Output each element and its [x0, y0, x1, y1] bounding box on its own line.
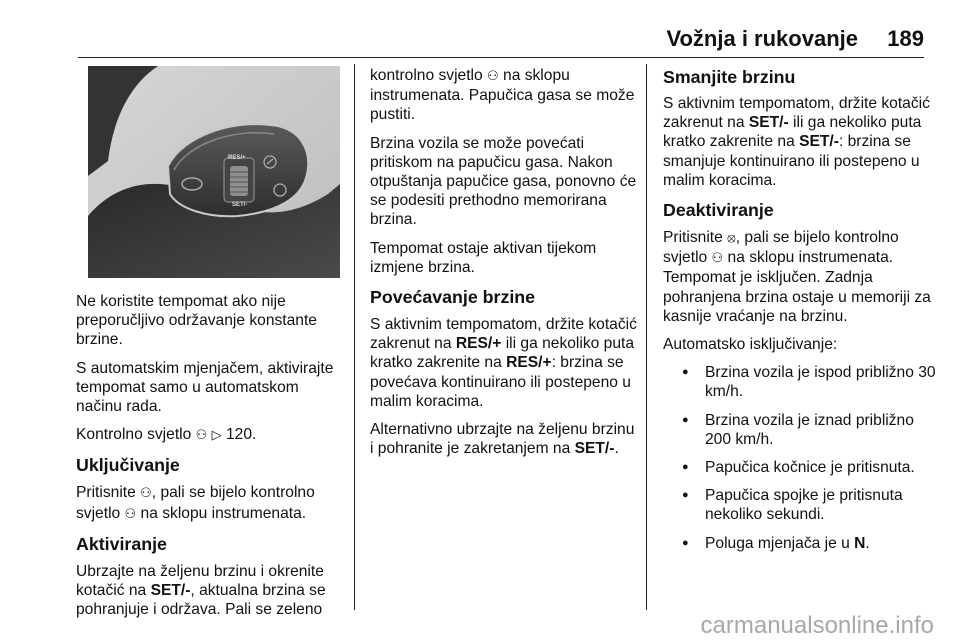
paragraph: S automatskim mjenjačem, aktivirajte tempomat samo u automatskom načinu rada.: [76, 359, 334, 416]
list-item: ● Poluga mjenjača je u N.: [663, 534, 939, 553]
list-item: ● Papučica kočnice je pritisnuta.: [663, 458, 939, 477]
column-1: [76, 292, 348, 628]
chapter-title: Vožnja i rukovanje: [666, 26, 858, 51]
list-item: ● Papučica spojke je pritisnuta nekoliko sekundi.: [663, 486, 939, 524]
page-number: 189: [887, 26, 924, 51]
header-rule: [78, 57, 924, 58]
paragraph: Tempomat ostaje aktivan tijekom izmjene brzina.: [370, 239, 597, 276]
paragraph: Automatsko isključivanje:: [663, 336, 838, 354]
section-heading: Smanjite brzinu: [663, 67, 796, 87]
figure-label-set: SET/-: [232, 202, 248, 208]
watermark: carmanualsonline.info: [700, 612, 934, 639]
cruise-control-icon: ⚇: [124, 506, 137, 522]
section-heading: Uključivanje: [76, 455, 180, 476]
paragraph: S aktivnim tempomatom, držite kotačić zakrenut na RES/+ ili ga nekoliko puta kratko zakrenite na RES/+: brzina se povećava kontinuirano ili postepeno u malim koracima.: [370, 316, 637, 410]
list-item: ● Brzina vozila je iznad približno 200 km/h.: [663, 411, 939, 449]
paragraph: kontrolno svjetlo ⚇ na sklopu instrumenata. Papučica gasa se može pustiti.: [370, 67, 635, 124]
paragraph: S aktivnim tempomatom, držite kotačić zakrenut na SET/- ili ga nekoliko puta kratko zakrenite na SET/-: brzina se smanjuje kontinuirano ili postepeno u malim koracima.: [663, 95, 930, 189]
cruise-control-icon: ⚇: [487, 69, 499, 84]
paragraph: Alternativno ubrzajte na željenu brzinu i pohranite je zakretanjem na SET/-.: [370, 421, 635, 458]
list-item: ● Brzina vozila je ispod približno 30 km/h.: [663, 363, 939, 401]
bullet-list: [663, 363, 939, 553]
figure-label-res: RES/+: [228, 155, 246, 161]
section-heading: Povećavanje brzine: [370, 287, 536, 308]
column-divider-2: [646, 64, 647, 610]
column-3: [663, 66, 939, 562]
paragraph: Ubrzajte na željenu brzinu i okrenite kotačić na SET/-, aktualna brzina se pohranjuje i održava. Pali se zeleno: [76, 562, 326, 619]
section-heading: Aktiviranje: [76, 533, 167, 554]
section-heading: Deaktiviranje: [663, 200, 774, 221]
column-2: [370, 66, 642, 467]
steering-wheel-illustration: [88, 66, 340, 278]
reference-arrow-icon: ▷: [211, 428, 222, 444]
paragraph: Pritisnite ⚇, pali se bijelo kontrolno svjetlo ⚇ na sklopu instrumenata.: [76, 484, 315, 522]
paragraph: Pritisnite ⦻, pali se bijelo kontrolno svjetlo ⚇ na sklopu instrumenata. Tempomat je isključen. Zadnja pohranjena brzina ostaje u memoriji za kasnije vraćanje na brzinu.: [663, 229, 931, 325]
cruise-control-icon: ⚇: [140, 486, 152, 502]
cruise-cancel-icon: ⦻: [727, 231, 736, 247]
column-divider-1: [354, 64, 355, 610]
paragraph: Ne koristite tempomat ako nije preporučljivo održavanje konstante brzine.: [76, 293, 317, 349]
paragraph: Brzina vozila se može povećati pritiskom na papučicu gasa. Nakon otpuštanja papučice gasa, ponovno će se podesiti prethodno memorirana brzina.: [370, 134, 637, 229]
cruise-control-icon: ⚇: [711, 251, 724, 267]
cruise-control-icon: ⚇: [195, 428, 208, 444]
paragraph: Kontrolno svjetlo ⚇ ▷ 120.: [76, 426, 257, 444]
